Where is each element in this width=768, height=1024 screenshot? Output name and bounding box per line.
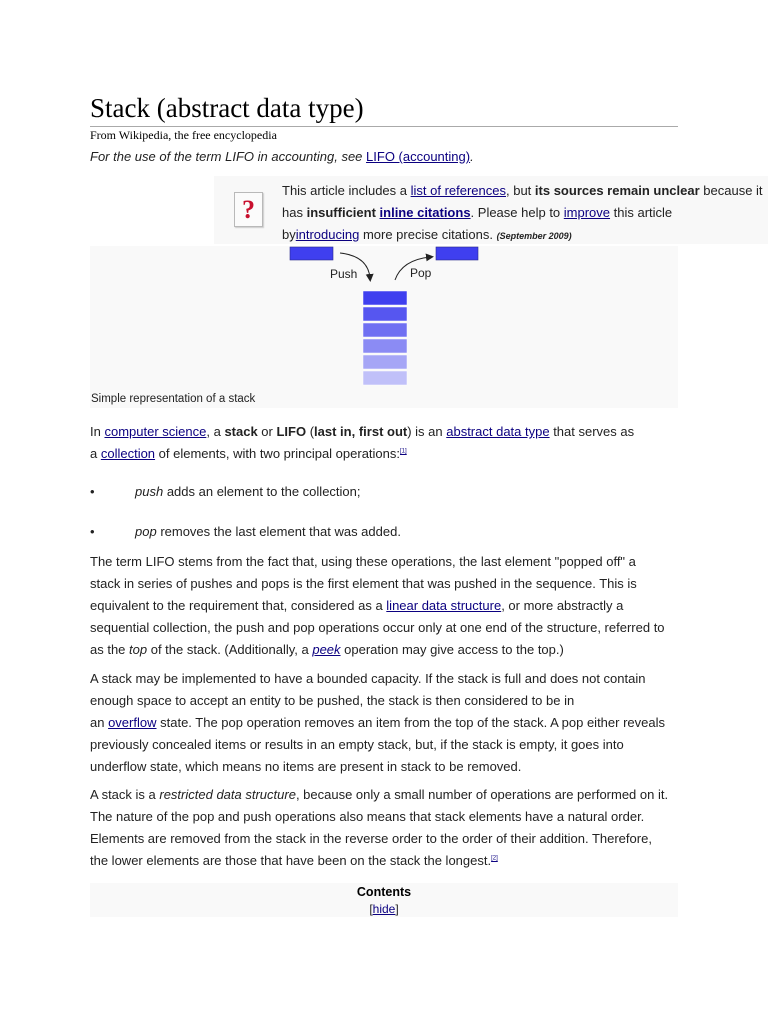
stack-cell [363, 307, 407, 321]
paragraph-text: as the [90, 642, 130, 657]
lifo-paragraph [90, 551, 680, 661]
intro-text: ) is an [407, 424, 447, 439]
pop-label: Pop [410, 266, 432, 280]
paragraph-line: Elements are removed from the stack in the reverse order to the order of their addition. Therefore, [90, 831, 652, 846]
notice-text: has [282, 205, 307, 220]
intro-text: or [257, 424, 277, 439]
paragraph-line: enough space to accept an entity to be pushed, the stack is then considered to be in [90, 693, 575, 708]
intro-paragraph [90, 421, 680, 465]
list-item-term: push [135, 484, 164, 499]
computer-science-link[interactable]: computer science [104, 424, 207, 439]
notice-text: because it [699, 183, 763, 198]
intro-text: , a [206, 424, 225, 439]
hatnote [90, 149, 474, 164]
push-block [290, 247, 333, 260]
abstract-data-type-link[interactable]: abstract data type [446, 424, 550, 439]
notice-text: , but [506, 183, 535, 198]
notice-bold: insufficient [306, 205, 380, 220]
hatnote-text: For the use of the term LIFO in accounting, see [90, 149, 367, 164]
stack-cell [363, 339, 407, 353]
toc-bracket: ] [395, 902, 399, 916]
table-of-contents [90, 883, 678, 917]
stack-cell [363, 291, 407, 305]
intro-bold: last in, first out [314, 424, 408, 439]
peek-link[interactable]: peek [312, 642, 341, 657]
intro-text: a [90, 446, 101, 461]
paragraph-line [90, 712, 680, 734]
linear-data-structure-link[interactable]: linear data structure [386, 598, 502, 613]
inline-citations-link[interactable]: inline citations [379, 205, 471, 220]
intro-text: of elements, with two principal operations: [155, 446, 401, 461]
toc-toggle [369, 902, 398, 916]
paragraph-italic: top [129, 642, 148, 657]
introducing-link[interactable]: introducing [295, 227, 360, 242]
toc-hide-link[interactable]: hide [372, 902, 396, 916]
list-item-desc: removes the last element that was added. [156, 524, 401, 539]
paragraph-text: , or more abstractly a [501, 598, 624, 613]
paragraph-text: equivalent to the requirement that, considered as a [90, 598, 387, 613]
notice-text: by [282, 227, 296, 242]
pop-block [436, 247, 478, 260]
notice-line-2 [282, 202, 768, 224]
list-item-term: pop [135, 524, 157, 539]
stack-cell [363, 323, 407, 337]
restricted-paragraph [90, 784, 680, 872]
intro-text: ( [306, 424, 315, 439]
hatnote-suffix: . [470, 149, 474, 164]
list-of-references-link[interactable]: list of references [410, 183, 506, 198]
reference-1-link[interactable]: [1] [400, 448, 407, 455]
push-label: Push [330, 267, 358, 281]
bullet-marker: • [90, 484, 95, 499]
page-title: Stack (abstract data type) [90, 90, 678, 127]
intro-bold: stack [224, 424, 258, 439]
intro-text: In [90, 424, 105, 439]
paragraph-line [90, 595, 680, 617]
paragraph-line: previously concealed items or results in an empty stack, but, if the stack is empty, it goes into [90, 737, 624, 752]
overflow-link[interactable]: overflow [108, 715, 157, 730]
paragraph-italic: restricted data structure [159, 787, 296, 802]
improve-link[interactable]: improve [563, 205, 611, 220]
collection-link[interactable]: collection [100, 446, 156, 461]
paragraph-line: sequential collection, the push and pop operations occur only at one end of the structure, referred to [90, 620, 665, 635]
paragraph-text: A stack is a [90, 787, 160, 802]
paragraph-line [90, 784, 680, 806]
notice-text: this article [610, 205, 673, 220]
question-mark-icon: ? [234, 192, 263, 227]
citation-notice-text [282, 180, 768, 244]
paragraph-line: underflow state, which means no items are present in stack to be removed. [90, 759, 522, 774]
notice-bold: its sources remain unclear [534, 183, 700, 198]
list-item-desc: adds an element to the collection; [163, 484, 361, 499]
paragraph-text: the lower elements are those that have been on the stack the longest. [90, 853, 492, 868]
toc-bracket: [ [369, 902, 373, 916]
capacity-paragraph [90, 668, 680, 778]
stack-figure [90, 246, 678, 408]
intro-bold: LIFO [276, 424, 307, 439]
bullet-marker: • [90, 524, 95, 539]
paragraph-line: The nature of the pop and push operations also means that stack elements have a natural order. [90, 809, 645, 824]
list-item-text [135, 481, 361, 503]
paragraph-text: operation may give access to the top.) [340, 642, 564, 657]
intro-text: that serves as [549, 424, 635, 439]
paragraph-line: stack in series of pushes and pops is the first element that was pushed in the sequence. This is [90, 576, 637, 591]
stack-cells [363, 291, 407, 385]
lifo-accounting-link[interactable]: LIFO (accounting) [366, 149, 471, 164]
paragraph-line [90, 850, 680, 872]
paragraph-text: an [90, 715, 109, 730]
toc-title: Contents [356, 885, 412, 899]
paragraph-text: of the stack. (Additionally, a [147, 642, 313, 657]
paragraph-text: state. The pop operation removes an item from the top of the stack. A pop either reveals [156, 715, 665, 730]
site-tagline: From Wikipedia, the free encyclopedia [90, 128, 277, 142]
paragraph-line [90, 639, 680, 661]
paragraph-line: The term LIFO stems from the fact that, using these operations, the last element "popped off" a [90, 554, 636, 569]
paragraph-text: , because only a small number of operations are performed on it. [295, 787, 669, 802]
list-item-text [135, 521, 401, 543]
stack-diagram [90, 246, 678, 391]
notice-date: (September 2009) [496, 231, 572, 241]
notice-text: more precise citations. [359, 227, 497, 242]
notice-line-3 [282, 224, 768, 244]
reference-2-link[interactable]: [2] [491, 855, 498, 862]
stack-cell [363, 371, 407, 385]
intro-line-1 [90, 421, 680, 443]
figure-caption: Simple representation of a stack [91, 393, 256, 405]
intro-line-2 [90, 443, 680, 465]
notice-text: . Please help to [470, 205, 564, 220]
notice-line-1 [282, 180, 768, 202]
stack-cell [363, 355, 407, 369]
citation-notice-box [214, 176, 768, 244]
paragraph-line: A stack may be implemented to have a bounded capacity. If the stack is full and does not contain [90, 671, 646, 686]
notice-text: This article includes a [282, 183, 411, 198]
